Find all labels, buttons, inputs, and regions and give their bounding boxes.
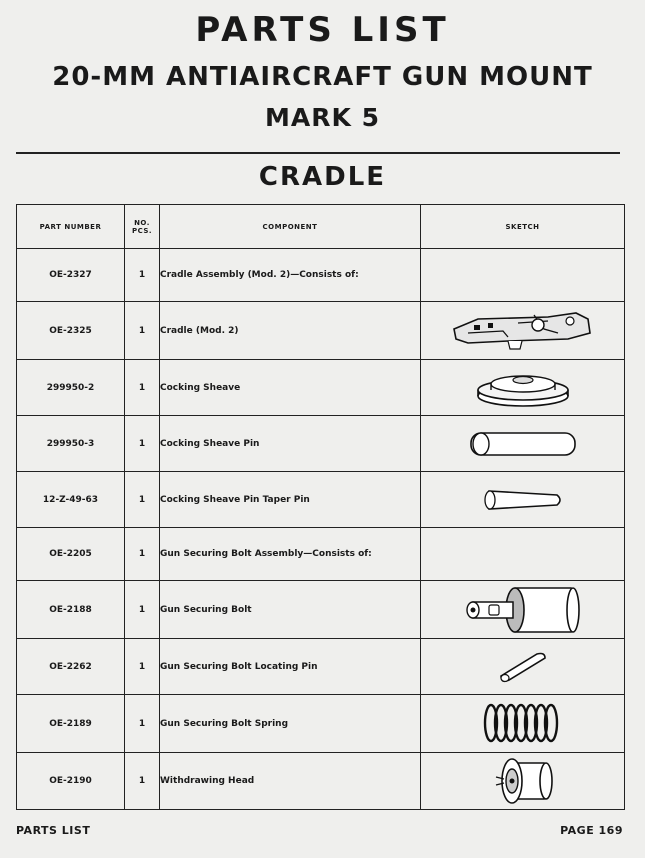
part-number-cell: OE-2262 bbox=[17, 639, 125, 695]
sketch-cell bbox=[421, 581, 625, 639]
page-subtitle: 20-MM ANTIAIRCRAFT GUN MOUNT bbox=[52, 62, 593, 92]
qty-cell: 1 bbox=[125, 472, 160, 528]
component-cell: Cradle Assembly (Mod. 2)—Consists of: bbox=[160, 249, 421, 302]
col-header-sketch: SKETCH bbox=[421, 205, 625, 249]
table-row bbox=[17, 528, 625, 581]
page-mark: MARK 5 bbox=[265, 103, 380, 132]
pin-sketch bbox=[463, 429, 583, 459]
table-row bbox=[17, 249, 625, 302]
bolt-sketch bbox=[461, 584, 585, 636]
part-number-cell: 12-Z-49-63 bbox=[17, 472, 125, 528]
sketch-cell bbox=[421, 639, 625, 695]
page-number: PAGE 169 bbox=[560, 824, 623, 837]
divider-rule bbox=[16, 152, 620, 154]
qty-cell: 1 bbox=[125, 302, 160, 360]
taper-pin-sketch bbox=[481, 488, 565, 512]
qty-cell: 1 bbox=[125, 528, 160, 581]
table-header-row bbox=[17, 205, 625, 249]
qty-cell: 1 bbox=[125, 416, 160, 472]
component-cell: Gun Securing Bolt Spring bbox=[160, 695, 421, 753]
sketch-cell bbox=[421, 753, 625, 810]
col-header-qty: NO. PCS. bbox=[125, 205, 160, 249]
component-cell: Cocking Sheave Pin bbox=[160, 416, 421, 472]
component-cell: Gun Securing Bolt Assembly—Consists of: bbox=[160, 528, 421, 581]
qty-cell: 1 bbox=[125, 581, 160, 639]
part-number-cell: OE-2205 bbox=[17, 528, 125, 581]
part-number-cell: OE-2327 bbox=[17, 249, 125, 302]
withdrawing-head-sketch bbox=[488, 755, 558, 807]
table-row bbox=[17, 581, 625, 639]
page-title: PARTS LIST bbox=[195, 10, 450, 50]
parts-table bbox=[16, 204, 625, 810]
part-number-cell: 299950-2 bbox=[17, 360, 125, 416]
part-number-cell: OE-2190 bbox=[17, 753, 125, 810]
col-header-part-number: PART NUMBER bbox=[17, 205, 125, 249]
footer-left-label: PARTS LIST bbox=[16, 824, 91, 837]
sketch-cell bbox=[421, 695, 625, 753]
sketch-cell-empty bbox=[421, 249, 625, 302]
part-number-cell: OE-2189 bbox=[17, 695, 125, 753]
table-row bbox=[17, 753, 625, 810]
part-number-cell: OE-2188 bbox=[17, 581, 125, 639]
part-number-cell: 299950-3 bbox=[17, 416, 125, 472]
component-cell: Gun Securing Bolt bbox=[160, 581, 421, 639]
locating-pin-sketch bbox=[493, 648, 553, 686]
table-row bbox=[17, 639, 625, 695]
qty-cell: 1 bbox=[125, 639, 160, 695]
component-cell: Cocking Sheave bbox=[160, 360, 421, 416]
sketch-cell bbox=[421, 472, 625, 528]
part-number-cell: OE-2325 bbox=[17, 302, 125, 360]
qty-cell: 1 bbox=[125, 753, 160, 810]
spring-sketch bbox=[481, 699, 565, 749]
sheave-sketch bbox=[473, 366, 573, 410]
table-row bbox=[17, 472, 625, 528]
cradle-sketch bbox=[448, 309, 598, 353]
qty-cell: 1 bbox=[125, 695, 160, 753]
table-row bbox=[17, 416, 625, 472]
sketch-cell bbox=[421, 360, 625, 416]
component-cell: Cradle (Mod. 2) bbox=[160, 302, 421, 360]
component-cell: Gun Securing Bolt Locating Pin bbox=[160, 639, 421, 695]
table-row bbox=[17, 695, 625, 753]
sketch-cell bbox=[421, 302, 625, 360]
table-row bbox=[17, 360, 625, 416]
component-cell: Withdrawing Head bbox=[160, 753, 421, 810]
qty-cell: 1 bbox=[125, 360, 160, 416]
col-header-component: COMPONENT bbox=[160, 205, 421, 249]
sketch-cell-empty bbox=[421, 528, 625, 581]
table-row bbox=[17, 302, 625, 360]
sketch-cell bbox=[421, 416, 625, 472]
component-cell: Cocking Sheave Pin Taper Pin bbox=[160, 472, 421, 528]
qty-cell: 1 bbox=[125, 249, 160, 302]
section-title: CRADLE bbox=[258, 162, 387, 192]
